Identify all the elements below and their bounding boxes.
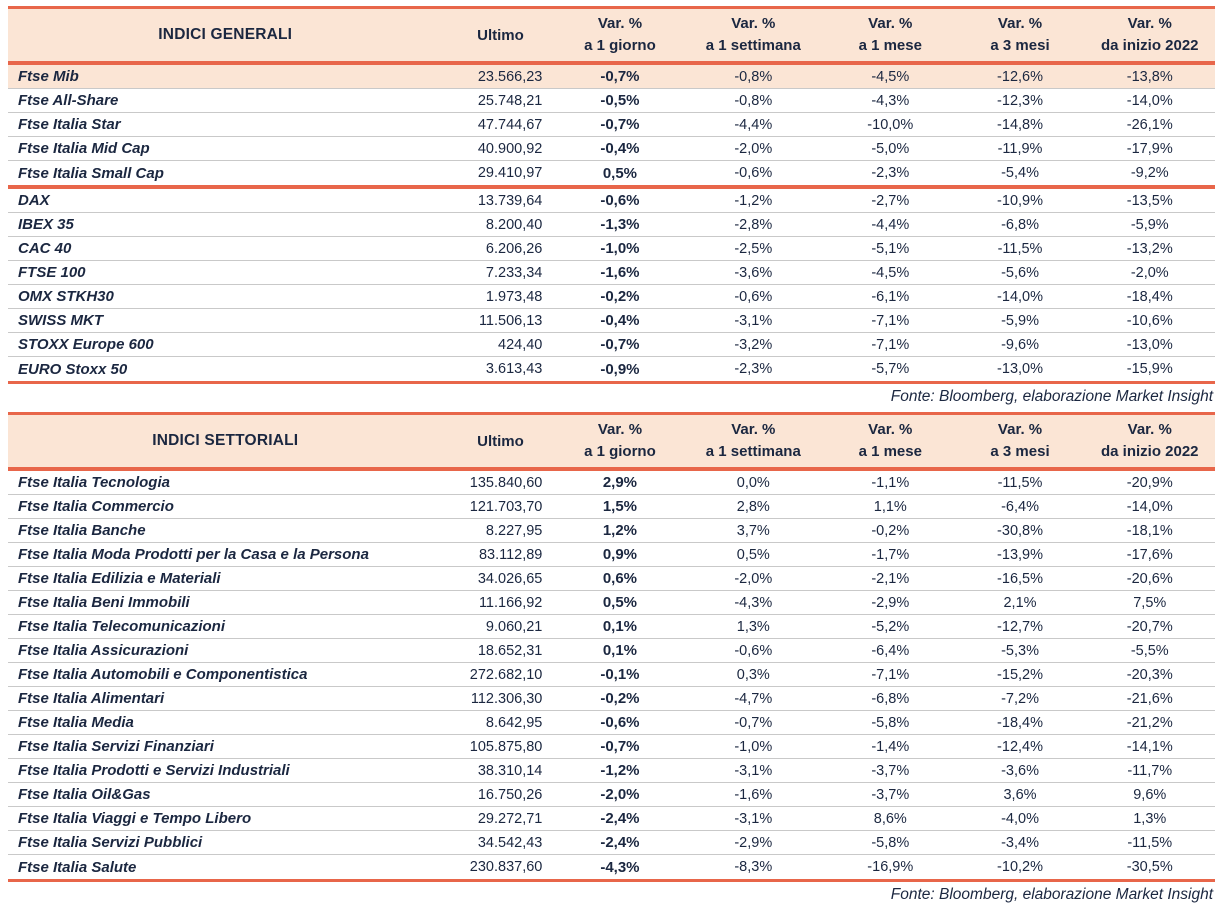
row-group bbox=[8, 471, 1215, 879]
index-name: Ftse Italia Alimentari bbox=[18, 690, 165, 707]
ultimo-value: 29.272,71 bbox=[477, 810, 543, 827]
var-header-line1: Var. % bbox=[1127, 421, 1172, 439]
var-header-line1: Var. % bbox=[868, 15, 913, 33]
var-inizio-2022-value: -18,1% bbox=[1126, 522, 1173, 539]
var-1-settimana-value: -0,6% bbox=[734, 642, 773, 659]
ultimo-value: 135.840,60 bbox=[469, 474, 543, 491]
var-inizio-2022-value: -13,8% bbox=[1126, 68, 1173, 85]
var-1-settimana-value: -8,3% bbox=[734, 859, 773, 875]
index-name: Ftse Italia Assicurazioni bbox=[18, 642, 189, 659]
index-name: Ftse Italia Edilizia e Materiali bbox=[18, 570, 221, 587]
var-1-settimana-value: -4,4% bbox=[734, 116, 773, 133]
var-1-mese-value: -6,4% bbox=[871, 642, 910, 659]
table-row bbox=[8, 495, 1215, 519]
var-1-giorno-value: -1,2% bbox=[600, 762, 640, 779]
var-header-line1: Var. % bbox=[597, 15, 643, 33]
var-1-mese-value: -4,5% bbox=[871, 68, 910, 85]
var-inizio-2022-value: -14,1% bbox=[1126, 738, 1173, 755]
index-name: DAX bbox=[18, 192, 50, 209]
table-row bbox=[8, 89, 1215, 113]
var-1-giorno-value: -2,0% bbox=[600, 786, 640, 803]
var-1-settimana-value: -1,2% bbox=[734, 192, 773, 209]
ultimo-value: 40.900,92 bbox=[477, 140, 543, 157]
var-1-giorno-value: -1,3% bbox=[600, 216, 640, 233]
var-1-giorno-value: -1,6% bbox=[600, 264, 640, 281]
source-note: Fonte: Bloomberg, elaborazione Market Insight bbox=[890, 886, 1213, 903]
var-1-settimana-value: -0,6% bbox=[734, 165, 773, 181]
table-row bbox=[8, 567, 1215, 591]
index-name: Ftse Italia Viaggi e Tempo Libero bbox=[18, 810, 252, 827]
var-1-settimana-value: -0,8% bbox=[734, 92, 773, 109]
table-row bbox=[8, 687, 1215, 711]
table-row bbox=[8, 543, 1215, 567]
table-row bbox=[8, 711, 1215, 735]
var-1-mese-value: -2,3% bbox=[871, 165, 910, 181]
index-name: Ftse Italia Mid Cap bbox=[18, 140, 150, 157]
ultimo-value: 424,40 bbox=[498, 336, 543, 353]
var-header-line1: Var. % bbox=[997, 421, 1043, 439]
var-3-mesi-value: -11,9% bbox=[997, 140, 1043, 157]
var-1-mese-value: -4,4% bbox=[871, 216, 910, 233]
table-row bbox=[8, 759, 1215, 783]
var-1-mese-value: -4,5% bbox=[871, 264, 910, 281]
column-header-var-2 bbox=[825, 419, 955, 463]
var-1-settimana-value: -2,8% bbox=[734, 216, 773, 233]
var-1-mese-value: -4,3% bbox=[871, 92, 910, 109]
var-3-mesi-value: -30,8% bbox=[997, 522, 1043, 539]
var-1-mese-value: -7,1% bbox=[871, 312, 910, 329]
var-inizio-2022-value: -5,9% bbox=[1130, 216, 1169, 233]
ultimo-value: 8.200,40 bbox=[485, 216, 543, 233]
var-3-mesi-value: -7,2% bbox=[1001, 690, 1039, 707]
var-1-mese-value: -5,7% bbox=[871, 361, 910, 377]
var-header-line2: da inizio 2022 bbox=[1100, 443, 1199, 460]
ultimo-value: 83.112,89 bbox=[478, 546, 543, 563]
var-inizio-2022-value: -21,6% bbox=[1126, 690, 1173, 707]
var-1-mese-value: 8,6% bbox=[873, 810, 907, 827]
table-row bbox=[8, 735, 1215, 759]
var-3-mesi-value: -3,4% bbox=[1001, 834, 1039, 851]
source-note: Fonte: Bloomberg, elaborazione Market Insight bbox=[890, 388, 1213, 405]
var-1-giorno-value: 0,1% bbox=[602, 642, 638, 659]
table-row bbox=[8, 333, 1215, 357]
var-3-mesi-value: -16,5% bbox=[997, 570, 1043, 587]
var-1-mese-value: 1,1% bbox=[873, 498, 907, 515]
var-1-giorno-value: -0,7% bbox=[600, 738, 640, 755]
ultimo-value: 11.506,13 bbox=[478, 312, 543, 329]
var-3-mesi-value: -13,0% bbox=[997, 361, 1043, 377]
var-1-giorno-value: -0,5% bbox=[600, 92, 640, 109]
table-row bbox=[8, 591, 1215, 615]
var-1-mese-value: -10,0% bbox=[867, 116, 914, 133]
column-header-ultimo: Ultimo bbox=[477, 26, 524, 44]
var-inizio-2022-value: -5,5% bbox=[1130, 642, 1169, 659]
table-title: INDICI SETTORIALI bbox=[152, 432, 299, 449]
ultimo-value: 112.306,30 bbox=[470, 690, 543, 707]
index-name: STOXX Europe 600 bbox=[18, 336, 154, 353]
var-3-mesi-value: -11,5% bbox=[997, 474, 1043, 491]
var-3-mesi-value: -9,6% bbox=[1001, 336, 1039, 353]
table-row bbox=[8, 113, 1215, 137]
var-3-mesi-value: -18,4% bbox=[997, 714, 1043, 731]
var-1-settimana-value: -2,3% bbox=[734, 361, 773, 377]
index-name: OMX STKH30 bbox=[18, 288, 114, 305]
index-name: IBEX 35 bbox=[18, 216, 74, 233]
var-inizio-2022-value: 7,5% bbox=[1133, 594, 1167, 611]
table-row bbox=[8, 471, 1215, 495]
var-1-settimana-value: -3,1% bbox=[734, 762, 773, 779]
table-header bbox=[8, 9, 1215, 61]
ultimo-value: 121.703,70 bbox=[469, 498, 543, 515]
index-name: Ftse Italia Servizi Pubblici bbox=[18, 834, 203, 851]
var-1-settimana-value: -1,0% bbox=[734, 738, 773, 755]
var-inizio-2022-value: -13,2% bbox=[1126, 240, 1173, 257]
index-name: Ftse Italia Media bbox=[18, 714, 134, 731]
column-header-var-4 bbox=[1085, 13, 1215, 57]
table-row bbox=[8, 213, 1215, 237]
var-1-mese-value: -2,9% bbox=[871, 594, 910, 611]
column-header-var-3 bbox=[955, 419, 1084, 463]
var-1-mese-value: -5,1% bbox=[871, 240, 910, 257]
var-header-line2: a 1 giorno bbox=[584, 37, 656, 54]
column-header-var-0 bbox=[558, 13, 681, 57]
ultimo-value: 9.060,21 bbox=[485, 618, 543, 635]
var-inizio-2022-value: -20,6% bbox=[1126, 570, 1173, 587]
ultimo-value: 1.973,48 bbox=[485, 288, 543, 305]
var-3-mesi-value: -4,0% bbox=[1001, 810, 1039, 827]
var-1-settimana-value: 3,7% bbox=[736, 522, 770, 539]
index-name: Ftse Italia Tecnologia bbox=[18, 474, 170, 491]
index-name: Ftse Italia Star bbox=[18, 116, 121, 133]
table-row bbox=[8, 831, 1215, 855]
var-inizio-2022-value: -9,2% bbox=[1130, 165, 1169, 181]
ultimo-value: 47.744,67 bbox=[477, 116, 543, 133]
var-1-giorno-value: -0,6% bbox=[600, 714, 640, 731]
var-1-settimana-value: 2,8% bbox=[736, 498, 770, 515]
var-header-line2: a 1 settimana bbox=[705, 37, 801, 54]
ultimo-value: 8.227,95 bbox=[485, 522, 543, 539]
index-name: EURO Stoxx 50 bbox=[18, 360, 128, 378]
index-name: Ftse Italia Beni Immobili bbox=[18, 594, 190, 611]
index-name: Ftse Italia Commercio bbox=[18, 498, 174, 515]
var-1-giorno-value: -1,0% bbox=[600, 240, 640, 257]
var-inizio-2022-value: -13,0% bbox=[1126, 336, 1173, 353]
var-3-mesi-value: -5,9% bbox=[1001, 312, 1039, 329]
var-header-line1: Var. % bbox=[997, 15, 1043, 33]
var-3-mesi-value: -3,6% bbox=[1001, 762, 1039, 779]
ultimo-value: 230.837,60 bbox=[469, 859, 543, 875]
column-header-var-2 bbox=[825, 13, 955, 57]
table-row bbox=[8, 237, 1215, 261]
table-row bbox=[8, 65, 1215, 89]
var-1-giorno-value: -0,6% bbox=[600, 192, 640, 209]
var-1-giorno-value: 0,5% bbox=[602, 594, 638, 611]
ultimo-value: 8.642,95 bbox=[485, 714, 543, 731]
ultimo-value: 11.166,92 bbox=[478, 594, 543, 611]
table-row bbox=[8, 615, 1215, 639]
var-inizio-2022-value: -17,9% bbox=[1126, 140, 1173, 157]
index-name: Ftse All-Share bbox=[18, 92, 119, 109]
var-header-line2: a 3 mesi bbox=[990, 37, 1050, 54]
var-3-mesi-value: -5,6% bbox=[1001, 264, 1039, 281]
var-1-settimana-value: 0,3% bbox=[736, 666, 770, 683]
table-row bbox=[8, 137, 1215, 161]
var-1-settimana-value: -2,0% bbox=[734, 140, 773, 157]
table-row bbox=[8, 783, 1215, 807]
table-header bbox=[8, 415, 1215, 467]
ultimo-value: 34.542,43 bbox=[477, 834, 543, 851]
var-1-mese-value: -16,9% bbox=[867, 859, 914, 875]
var-1-mese-value: -2,1% bbox=[871, 570, 910, 587]
table-row bbox=[8, 309, 1215, 333]
market-indices-report bbox=[8, 6, 1215, 910]
var-3-mesi-value: -6,4% bbox=[1001, 498, 1039, 515]
column-header-var-4 bbox=[1085, 419, 1215, 463]
var-1-settimana-value: 1,3% bbox=[736, 618, 770, 635]
column-header-var-3 bbox=[955, 13, 1084, 57]
table-row bbox=[8, 663, 1215, 687]
var-1-settimana-value: -3,1% bbox=[734, 312, 773, 329]
var-3-mesi-value: -10,2% bbox=[997, 859, 1043, 875]
var-3-mesi-value: -5,3% bbox=[1001, 642, 1039, 659]
var-inizio-2022-value: -21,2% bbox=[1126, 714, 1173, 731]
var-inizio-2022-value: -17,6% bbox=[1126, 546, 1173, 563]
index-name: Ftse Italia Banche bbox=[18, 522, 146, 539]
table-row bbox=[8, 519, 1215, 543]
var-1-mese-value: -5,8% bbox=[871, 834, 910, 851]
var-inizio-2022-value: -20,3% bbox=[1126, 666, 1173, 683]
var-header-line2: a 1 mese bbox=[858, 37, 922, 54]
var-1-giorno-value: 1,5% bbox=[602, 498, 638, 515]
var-inizio-2022-value: -20,9% bbox=[1126, 474, 1173, 491]
index-name: Ftse Italia Salute bbox=[18, 858, 137, 876]
var-1-giorno-value: -2,4% bbox=[600, 834, 640, 851]
table-row bbox=[8, 855, 1215, 879]
var-1-giorno-value: 0,1% bbox=[602, 618, 638, 635]
var-3-mesi-value: -12,6% bbox=[997, 68, 1043, 85]
table-row bbox=[8, 639, 1215, 663]
var-inizio-2022-value: -11,7% bbox=[1127, 762, 1173, 779]
var-inizio-2022-value: -10,6% bbox=[1126, 312, 1173, 329]
var-3-mesi-value: 3,6% bbox=[1003, 786, 1037, 803]
var-header-line1: Var. % bbox=[1127, 15, 1172, 33]
ultimo-value: 6.206,26 bbox=[485, 240, 543, 257]
var-1-settimana-value: -0,8% bbox=[734, 68, 773, 85]
ultimo-value: 25.748,21 bbox=[477, 92, 543, 109]
ultimo-value: 38.310,14 bbox=[477, 762, 543, 779]
table-row bbox=[8, 261, 1215, 285]
ultimo-value: 13.739,64 bbox=[477, 192, 543, 209]
ultimo-value: 29.410,97 bbox=[477, 165, 543, 181]
var-1-mese-value: -5,8% bbox=[871, 714, 910, 731]
column-header-var-1 bbox=[681, 419, 825, 463]
var-1-mese-value: -1,7% bbox=[871, 546, 910, 563]
ultimo-value: 34.026,65 bbox=[477, 570, 543, 587]
var-1-giorno-value: -4,3% bbox=[600, 858, 640, 876]
indices-table bbox=[8, 6, 1215, 384]
var-header-line2: a 1 settimana bbox=[705, 443, 801, 460]
column-header-var-0 bbox=[558, 419, 681, 463]
var-1-mese-value: -1,4% bbox=[871, 738, 910, 755]
row-group bbox=[8, 65, 1215, 185]
var-1-giorno-value: 2,9% bbox=[602, 474, 638, 491]
var-1-settimana-value: -2,0% bbox=[734, 570, 773, 587]
var-inizio-2022-value: -14,0% bbox=[1126, 498, 1173, 515]
var-1-mese-value: -6,1% bbox=[871, 288, 910, 305]
index-name: Ftse Mib bbox=[18, 68, 79, 85]
index-name: Ftse Italia Servizi Finanziari bbox=[18, 738, 214, 755]
table-row bbox=[8, 357, 1215, 381]
table-title: INDICI GENERALI bbox=[158, 26, 293, 43]
var-1-mese-value: -2,7% bbox=[871, 192, 910, 209]
ultimo-value: 7.233,34 bbox=[485, 264, 543, 281]
var-3-mesi-value: -14,0% bbox=[997, 288, 1043, 305]
table-row bbox=[8, 285, 1215, 309]
var-1-settimana-value: -3,1% bbox=[734, 810, 773, 827]
var-3-mesi-value: -12,7% bbox=[997, 618, 1043, 635]
var-3-mesi-value: -14,8% bbox=[997, 116, 1043, 133]
var-1-settimana-value: 0,0% bbox=[736, 474, 770, 491]
ultimo-value: 23.566,23 bbox=[477, 68, 543, 85]
var-1-mese-value: -7,1% bbox=[871, 666, 910, 683]
indices-table bbox=[8, 412, 1215, 882]
var-1-giorno-value: -0,1% bbox=[600, 666, 640, 683]
var-3-mesi-value: -10,9% bbox=[997, 192, 1043, 209]
var-3-mesi-value: -5,4% bbox=[1001, 165, 1039, 181]
var-1-mese-value: -3,7% bbox=[871, 786, 910, 803]
var-1-settimana-value: -2,5% bbox=[734, 240, 773, 257]
var-inizio-2022-value: -18,4% bbox=[1126, 288, 1173, 305]
var-header-line1: Var. % bbox=[868, 421, 913, 439]
var-header-line2: da inizio 2022 bbox=[1100, 37, 1199, 54]
index-name: Ftse Italia Prodotti e Servizi Industriali bbox=[18, 762, 290, 779]
var-1-settimana-value: -1,6% bbox=[734, 786, 773, 803]
var-inizio-2022-value: -2,0% bbox=[1130, 264, 1169, 281]
ultimo-value: 18.652,31 bbox=[477, 642, 543, 659]
var-3-mesi-value: 2,1% bbox=[1003, 594, 1037, 611]
var-1-mese-value: -6,8% bbox=[871, 690, 910, 707]
var-1-giorno-value: 0,9% bbox=[602, 546, 638, 563]
var-1-mese-value: -3,7% bbox=[871, 762, 910, 779]
var-1-giorno-value: -0,2% bbox=[600, 288, 640, 305]
var-1-giorno-value: -2,4% bbox=[600, 810, 640, 827]
var-1-settimana-value: -2,9% bbox=[734, 834, 773, 851]
ultimo-value: 3.613,43 bbox=[485, 361, 543, 377]
var-inizio-2022-value: -30,5% bbox=[1126, 859, 1173, 875]
var-1-mese-value: -5,2% bbox=[871, 618, 910, 635]
var-1-giorno-value: 1,2% bbox=[602, 522, 638, 539]
table-row bbox=[8, 161, 1215, 185]
index-name: Ftse Italia Moda Prodotti per la Casa e la Persona bbox=[18, 546, 369, 563]
var-1-giorno-value: -0,7% bbox=[600, 116, 640, 133]
index-name: Ftse Italia Automobili e Componentistica bbox=[18, 666, 308, 683]
var-3-mesi-value: -13,9% bbox=[997, 546, 1043, 563]
index-name: Ftse Italia Oil&Gas bbox=[18, 786, 151, 803]
table-row bbox=[8, 189, 1215, 213]
ultimo-value: 105.875,80 bbox=[469, 738, 543, 755]
var-inizio-2022-value: -11,5% bbox=[1127, 834, 1173, 851]
var-1-settimana-value: 0,5% bbox=[736, 546, 770, 563]
var-3-mesi-value: -6,8% bbox=[1001, 216, 1039, 233]
var-1-settimana-value: -4,3% bbox=[734, 594, 773, 611]
var-header-line1: Var. % bbox=[731, 421, 776, 439]
var-1-giorno-value: -0,4% bbox=[600, 312, 640, 329]
var-1-mese-value: -5,0% bbox=[871, 140, 910, 157]
var-header-line1: Var. % bbox=[731, 15, 776, 33]
column-header-var-1 bbox=[681, 13, 825, 57]
var-1-mese-value: -1,1% bbox=[871, 474, 910, 491]
var-1-giorno-value: -0,4% bbox=[600, 140, 640, 157]
column-header-ultimo: Ultimo bbox=[477, 432, 524, 450]
var-3-mesi-value: -12,4% bbox=[997, 738, 1043, 755]
table-row bbox=[8, 807, 1215, 831]
index-name: Ftse Italia Telecomunicazioni bbox=[18, 618, 225, 635]
var-1-settimana-value: -3,6% bbox=[734, 264, 773, 281]
var-1-settimana-value: -0,7% bbox=[734, 714, 773, 731]
var-1-giorno-value: -0,2% bbox=[600, 690, 640, 707]
var-1-giorno-value: 0,5% bbox=[602, 164, 638, 182]
ultimo-value: 16.750,26 bbox=[477, 786, 543, 803]
var-inizio-2022-value: -14,0% bbox=[1126, 92, 1173, 109]
var-inizio-2022-value: -13,5% bbox=[1126, 192, 1173, 209]
var-inizio-2022-value: -20,7% bbox=[1126, 618, 1173, 635]
var-1-giorno-value: -0,9% bbox=[600, 360, 640, 378]
ultimo-value: 272.682,10 bbox=[469, 666, 543, 683]
var-header-line2: a 1 mese bbox=[858, 443, 922, 460]
var-1-giorno-value: -0,7% bbox=[600, 336, 640, 353]
var-header-line2: a 1 giorno bbox=[584, 443, 656, 460]
var-1-giorno-value: 0,6% bbox=[602, 570, 638, 587]
var-1-mese-value: -7,1% bbox=[871, 336, 910, 353]
var-inizio-2022-value: 1,3% bbox=[1133, 810, 1167, 827]
var-1-mese-value: -0,2% bbox=[871, 522, 910, 539]
var-1-giorno-value: -0,7% bbox=[600, 68, 640, 85]
index-name: CAC 40 bbox=[18, 240, 72, 257]
index-name: SWISS MKT bbox=[18, 312, 103, 329]
var-header-line2: a 3 mesi bbox=[990, 443, 1050, 460]
var-3-mesi-value: -15,2% bbox=[997, 666, 1043, 683]
var-inizio-2022-value: -26,1% bbox=[1126, 116, 1173, 133]
var-1-settimana-value: -0,6% bbox=[734, 288, 773, 305]
index-name: FTSE 100 bbox=[18, 264, 86, 281]
var-3-mesi-value: -11,5% bbox=[997, 240, 1043, 257]
var-1-settimana-value: -3,2% bbox=[734, 336, 773, 353]
var-inizio-2022-value: 9,6% bbox=[1133, 786, 1167, 803]
var-inizio-2022-value: -15,9% bbox=[1126, 361, 1173, 377]
var-header-line1: Var. % bbox=[597, 421, 643, 439]
index-name: Ftse Italia Small Cap bbox=[18, 164, 164, 182]
var-1-settimana-value: -4,7% bbox=[734, 690, 773, 707]
var-3-mesi-value: -12,3% bbox=[997, 92, 1043, 109]
row-group bbox=[8, 189, 1215, 381]
